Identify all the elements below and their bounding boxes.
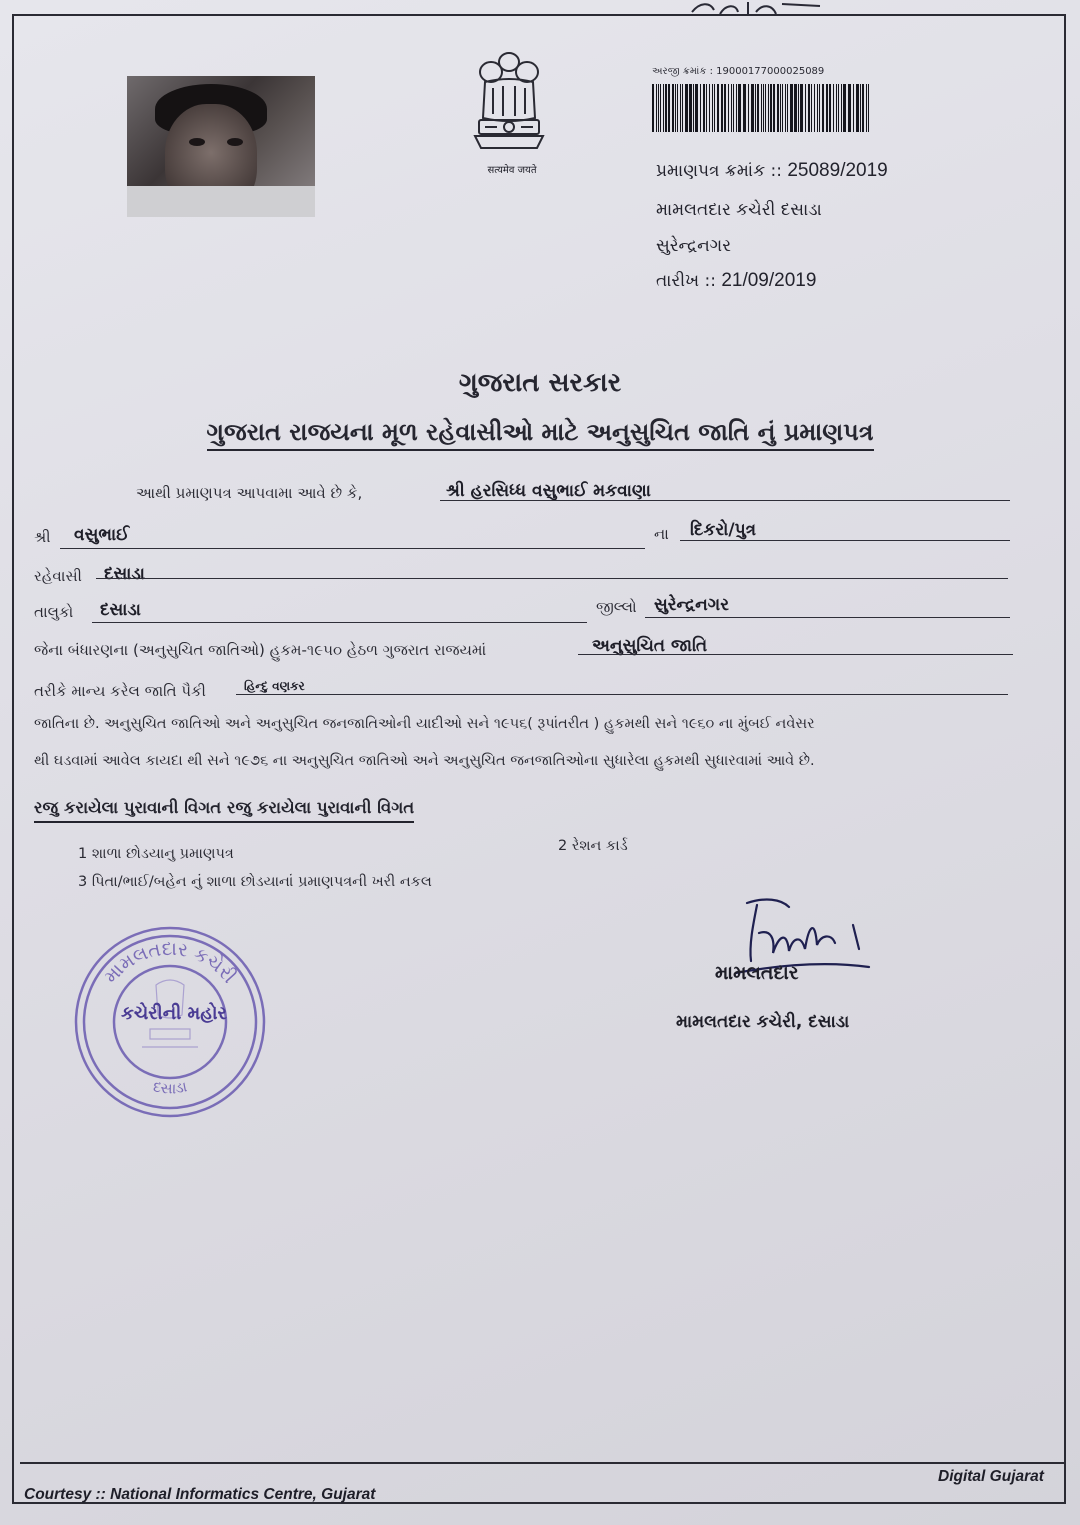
father-underline xyxy=(60,548,645,549)
caste-value: હિન્દુ વણકર xyxy=(244,679,305,693)
barcode xyxy=(652,84,872,132)
barcode-bar xyxy=(693,84,694,132)
barcode-bar xyxy=(680,84,681,132)
barcode-bar xyxy=(826,84,828,132)
district-underline xyxy=(645,617,1010,618)
taluka-label: તાલુકો xyxy=(34,603,74,621)
barcode-bar xyxy=(677,84,678,132)
resident-underline xyxy=(96,578,1008,579)
barcode-bar xyxy=(731,84,732,132)
barcode-bar xyxy=(761,84,762,132)
barcode-bar xyxy=(856,84,859,132)
documents-heading xyxy=(34,798,414,818)
barcode-bar xyxy=(685,84,688,132)
certificate-date-label: તારીખ :: xyxy=(656,271,716,291)
barcode-bar xyxy=(822,84,824,132)
barcode-bar xyxy=(736,84,737,132)
barcode-bar xyxy=(843,84,846,132)
barcode-bar xyxy=(798,84,799,132)
application-number-label: અરજી ક્રમાંક : xyxy=(652,66,713,77)
barcode-bar xyxy=(860,84,861,132)
certificate-number-label: પ્રમાણપત્ર ક્રમાંક :: xyxy=(656,161,782,181)
resident-label: રહેવાસી xyxy=(34,567,82,585)
barcode-bar xyxy=(717,84,719,132)
certificate-number-row xyxy=(656,160,888,182)
document-item-1: 1 શાળા છોડયાનુ પ્રમાણપત્ર xyxy=(78,846,234,862)
barcode-bar xyxy=(780,84,781,132)
barcode-bar xyxy=(817,84,818,132)
order-value: અનુસુચિત જાતિ xyxy=(592,636,708,656)
certificate-number: 25089/2019 xyxy=(787,160,888,181)
seal-center-text: કચેરીની મહોર xyxy=(121,1003,227,1024)
barcode-bar xyxy=(790,84,793,132)
seal-bottom-text: દસાડા xyxy=(151,1077,189,1098)
paragraph-line-2: થી ઘડવામાં આવેલ કાયદા થી સને ૧૯૭૬ ના અનુસુચિત જાતિઓ અને અનુસુચિત જનજાતિઓના સુધારેલા હુકમથી સુધારવામાં આવે છે. xyxy=(34,753,815,769)
certificate-title xyxy=(0,418,1080,446)
barcode-bar xyxy=(808,84,810,132)
order-label: જેના બંધારણના (અનુસુચિત જાતિઓ) હુકમ-૧૯૫૦ હેઠળ ગુજરાત રાજયમાં xyxy=(34,641,487,659)
resident-value: દસાડા xyxy=(104,564,145,584)
barcode-bar xyxy=(652,84,654,132)
office-seal-stamp xyxy=(70,925,270,1120)
barcode-bar xyxy=(773,84,775,132)
certificate-date-row xyxy=(656,270,816,292)
applicant-photo xyxy=(127,76,315,217)
barcode-bar xyxy=(805,84,806,132)
government-heading: ગુજરાત સરકાર xyxy=(458,368,622,398)
barcode-bar xyxy=(700,84,701,132)
certificate-title-text: ગુજરાત રાજયના મૂળ રહેવાસીઓ માટે અનુસુચિત જાતિ નું પ્રમાણપત્ર xyxy=(207,418,874,451)
barcode-bar xyxy=(728,84,729,132)
barcode-bar xyxy=(738,84,741,132)
application-number-value: 19000177000025089 xyxy=(716,66,825,77)
father-name: વસુભાઈ xyxy=(74,525,130,545)
barcode-bar xyxy=(770,84,772,132)
signatory-office: મામલતદાર કચેરી, દસાડા xyxy=(676,1012,850,1032)
svg-text:દસાડા xyxy=(151,1077,189,1097)
seal-top-text: મામલતદાર કચેરી xyxy=(99,937,241,988)
barcode-bar xyxy=(748,84,749,132)
barcode-bar xyxy=(714,84,715,132)
emblem-motto: सत्यमेव जयते xyxy=(487,165,537,176)
barcode-bar xyxy=(751,84,754,132)
barcode-bar xyxy=(853,84,854,132)
barcode-bar xyxy=(829,84,831,132)
barcode-bar xyxy=(787,84,788,132)
district-value: સુરેન્દ્રનગર xyxy=(654,595,729,615)
barcode-bar xyxy=(695,84,698,132)
application-number xyxy=(652,66,824,77)
footer-courtesy: Courtesy :: National Informatics Centre, Gujarat xyxy=(24,1486,376,1503)
barcode-bar xyxy=(800,84,803,132)
document-item-2: 2 રેશન કાર્ડ xyxy=(558,838,628,854)
barcode-bar xyxy=(838,84,839,132)
caste-label: તરીકે માન્ય કરેલ જાતિ પૈકી xyxy=(34,682,206,700)
barcode-bar xyxy=(868,84,869,132)
barcode-bar xyxy=(712,84,713,132)
barcode-bar xyxy=(675,84,676,132)
barcode-bar xyxy=(862,84,864,132)
barcode-bar xyxy=(814,84,815,132)
barcode-bar xyxy=(658,84,659,132)
father-label: શ્રી xyxy=(34,528,51,546)
relation-underline xyxy=(680,540,1010,541)
signatory-title: મામલતદાર xyxy=(715,962,799,984)
barcode-bar xyxy=(743,84,746,132)
barcode-bar xyxy=(836,84,837,132)
barcode-bar xyxy=(794,84,797,132)
order-underline xyxy=(578,654,1013,655)
barcode-bar xyxy=(782,84,783,132)
barcode-bar xyxy=(665,84,667,132)
barcode-bar xyxy=(768,84,769,132)
barcode-bar xyxy=(833,84,834,132)
barcode-bar xyxy=(706,84,707,132)
barcode-bar xyxy=(777,84,779,132)
taluka-value: દસાડા xyxy=(100,600,141,620)
document-item-3: 3 પિતા/ભાઈ/બહેન નું શાળા છોડયાનાં પ્રમાણપત્રની ખરી નકલ xyxy=(78,874,432,890)
taluka-underline xyxy=(92,622,587,623)
barcode-bar xyxy=(733,84,734,132)
footer-brand: Digital Gujarat xyxy=(938,1468,1044,1485)
barcode-bar xyxy=(785,84,786,132)
certificate-date: 21/09/2019 xyxy=(721,270,817,291)
footer-divider xyxy=(20,1462,1066,1464)
barcode-bar xyxy=(656,84,657,132)
barcode-bar xyxy=(811,84,812,132)
barcode-bar xyxy=(721,84,723,132)
certificate-office: મામલતદાર કચેરી દસાડા xyxy=(656,200,822,220)
barcode-bar xyxy=(819,84,820,132)
name-underline xyxy=(440,500,1010,501)
certificate-district: સુરેન્દ્રનગર xyxy=(656,236,731,256)
barcode-bar xyxy=(841,84,842,132)
barcode-bar xyxy=(668,84,670,132)
relation-label: ના xyxy=(654,525,669,543)
barcode-bar xyxy=(765,84,766,132)
documents-heading-text: રજુ કરાયેલા પુરાવાની વિગત રજુ કરાયેલા પુરાવાની વિગત xyxy=(34,798,414,823)
barcode-bar xyxy=(682,84,683,132)
barcode-bar xyxy=(755,84,756,132)
barcode-bar xyxy=(709,84,710,132)
holder-name: શ્રી હરસિધ્ધ વસુભાઈ મકવાણા xyxy=(446,481,651,501)
intro-label: આથી પ્રમાણપત્ર આપવામા આવે છે કે, xyxy=(136,484,363,502)
paragraph-line-1: જાતિના છે. અનુસુચિત જાતિઓ અને અનુસુચિત જનજાતિઓની યાદીઓ સને ૧૯૫૬( રૂપાંતરીત ) હુકમથી સને ૧૯૬૦ ના મુંબઈ નવેસર xyxy=(34,716,815,732)
district-label: જીલ્લો xyxy=(596,598,637,616)
barcode-bar xyxy=(689,84,692,132)
caste-underline xyxy=(236,694,1008,695)
barcode-bar xyxy=(757,84,759,132)
national-emblem-icon xyxy=(463,48,555,163)
barcode-bar xyxy=(763,84,764,132)
barcode-bar xyxy=(724,84,726,132)
barcode-bar xyxy=(866,84,867,132)
barcode-bar xyxy=(672,84,674,132)
barcode-bar xyxy=(703,84,705,132)
barcode-bar xyxy=(660,84,661,132)
barcode-bar xyxy=(663,84,664,132)
relation-value: દિકરો/પુત્ર xyxy=(690,520,757,540)
barcode-bar xyxy=(848,84,851,132)
